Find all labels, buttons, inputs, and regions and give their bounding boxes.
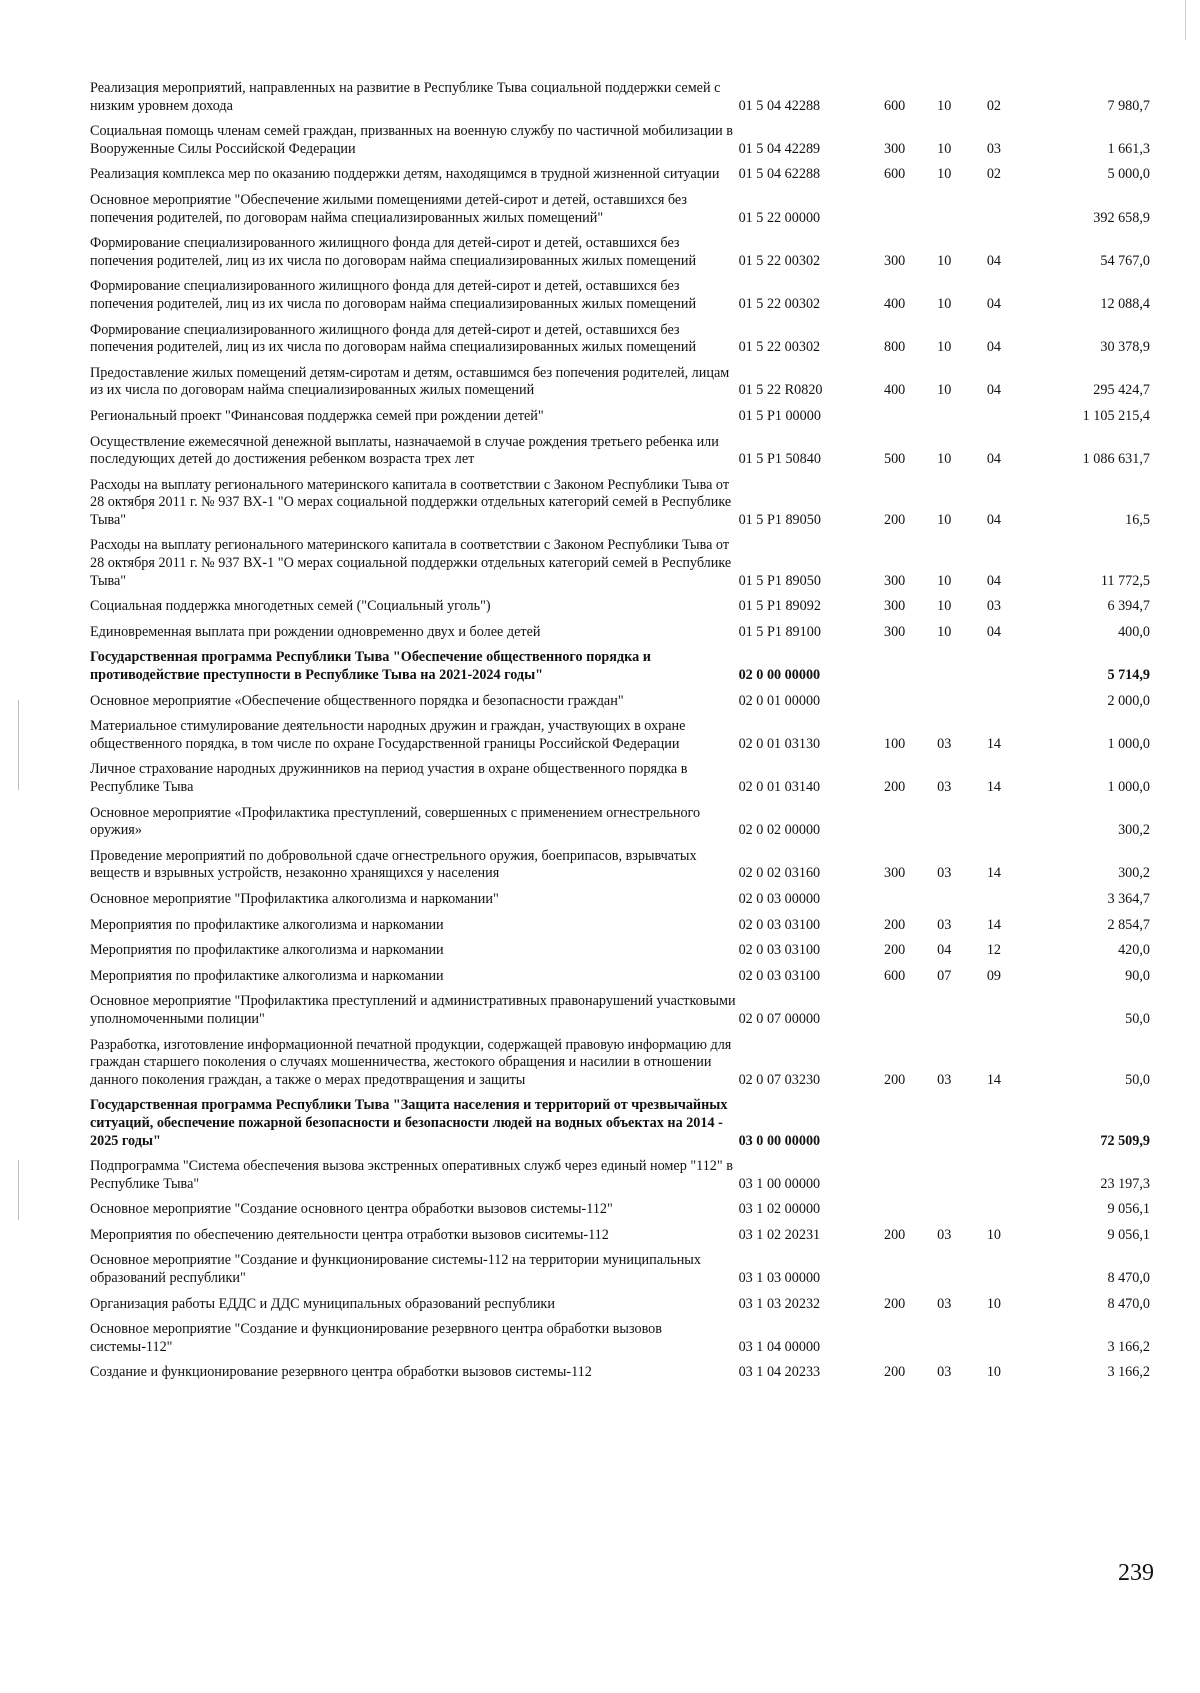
- row-description: Разработка, изготовление информационной печатной продукции, содержащей правовую информацию для граждан старшего поколения о случаях мошенничества, жестокого обращения и насилии в отношении данного поколения граждан, а также о мерах предотвращения и защиты: [90, 1036, 732, 1088]
- row-description: Социальная помощь членам семей граждан, призванных на военную службу по частичной мобилизации в Вооруженные Силы Российской Федерации: [90, 123, 733, 157]
- row-expense-type: [868, 1317, 921, 1360]
- table-row: [90, 1154, 1150, 1197]
- row-target-code: 02 0 02 03160: [738, 865, 821, 882]
- row-section: [921, 801, 968, 844]
- row-description: Формирование специализированного жилищного фонда для детей-сирот и детей, оставшихся без попечения родителей, лиц из их числа по договорам найма специализированных жилых помещений: [90, 235, 697, 269]
- row-amount: 3 166,2: [1107, 1338, 1150, 1355]
- row-target-code: 02 0 03 03100: [738, 967, 821, 984]
- row-subsection: 04: [986, 339, 1001, 356]
- table-row: [90, 594, 1150, 620]
- row-description: Основное мероприятие "Создание и функционирование системы-112 на территории муниципальных образований республики": [90, 1252, 701, 1287]
- row-expense-type: 200: [883, 1364, 906, 1381]
- row-target-code: 01 5 22 00302: [738, 295, 821, 312]
- row-target-code: 01 5 22 00302: [738, 252, 821, 269]
- row-target-code: 01 5 22 00000: [738, 209, 821, 226]
- row-amount: 2 854,7: [1107, 916, 1150, 933]
- row-expense-type: 400: [883, 382, 906, 399]
- row-subsection: [968, 404, 1021, 430]
- row-section: 03: [937, 1226, 952, 1243]
- row-subsection: 12: [986, 942, 1001, 959]
- row-section: [921, 188, 968, 231]
- table-row: [90, 801, 1150, 844]
- row-amount: 5 714,9: [1107, 667, 1150, 684]
- row-description: Государственная программа Республики Тыва "Защита населения и территорий от чрезвычайных ситуаций, обеспечение пожарной безопасности и безопасности людей на водных объектах на 2014 - 2025 годы": [90, 1097, 728, 1149]
- row-amount: 90,0: [1125, 967, 1150, 984]
- table-row: [90, 473, 1150, 534]
- row-target-code: 01 5 04 62288: [738, 166, 821, 183]
- row-target-code: 02 0 03 03100: [738, 916, 821, 933]
- row-description: Осуществление ежемесячной денежной выплаты, назначаемой в случае рождения третьего ребенка или последующих детей до достижения ребенком возраста трех лет: [90, 433, 719, 468]
- row-section: 10: [937, 140, 952, 157]
- row-section: 07: [937, 967, 952, 984]
- row-expense-type: [868, 1154, 921, 1197]
- row-expense-type: [868, 404, 921, 430]
- row-section: [921, 1317, 968, 1360]
- table-row: [90, 645, 1150, 688]
- row-description: Мероприятия по профилактике алкоголизма и наркомании: [90, 942, 444, 959]
- row-section: [921, 645, 968, 688]
- row-description: Основное мероприятие "Обеспечение жилыми помещениями детей-сирот и детей, оставшихся без попечения родителей, по договорам найма специализированных жилых помещений": [90, 191, 688, 226]
- row-target-code: 03 0 00 00000: [738, 1132, 821, 1149]
- row-expense-type: 300: [883, 252, 906, 269]
- row-section: [921, 689, 968, 715]
- row-amount: 6 394,7: [1107, 598, 1150, 615]
- row-expense-type: 200: [883, 1295, 906, 1312]
- row-expense-type: [868, 1197, 921, 1223]
- row-subsection: [968, 1093, 1021, 1154]
- row-target-code: 02 0 03 03100: [738, 942, 821, 959]
- row-target-code: 03 1 02 20231: [738, 1226, 821, 1243]
- row-target-code: 03 1 04 20233: [738, 1364, 821, 1381]
- row-amount: 1 105 215,4: [1082, 407, 1150, 424]
- row-amount: 30 378,9: [1100, 339, 1150, 356]
- row-amount: 1 000,0: [1107, 735, 1150, 752]
- row-target-code: 01 5 04 42289: [738, 140, 821, 157]
- table-row: [90, 913, 1150, 939]
- table-row: [90, 1248, 1150, 1291]
- row-expense-type: [868, 1248, 921, 1291]
- row-amount: 300,2: [1118, 865, 1150, 882]
- row-description: Проведение мероприятий по добровольной сдаче огнестрельного оружия, боеприпасов, взрывчатых веществ и взрывных устройств, незаконно хранящихся у населения: [90, 847, 697, 882]
- row-section: 10: [937, 252, 952, 269]
- row-amount: 50,0: [1125, 1071, 1150, 1088]
- row-description: Государственная программа Республики Тыва "Обеспечение общественного порядка и противодействие преступности в Республике Тыва на 2021-2024 годы": [90, 649, 651, 684]
- row-description: Материальное стимулирование деятельности народных дружин и граждан, участвующих в охране общественного порядка, в том числе по охране Государственной границы Российской Федерации: [90, 718, 686, 752]
- row-expense-type: [868, 645, 921, 688]
- table-row: [90, 620, 1150, 646]
- row-amount: 72 509,9: [1100, 1132, 1150, 1149]
- row-subsection: [968, 1248, 1021, 1291]
- row-subsection: 10: [986, 1295, 1001, 1312]
- row-amount: 50,0: [1125, 1010, 1150, 1027]
- row-expense-type: [868, 689, 921, 715]
- row-subsection: 02: [986, 97, 1001, 114]
- row-target-code: 02 0 01 03130: [738, 735, 821, 752]
- row-subsection: 14: [986, 916, 1001, 933]
- row-section: [921, 989, 968, 1032]
- row-amount: 5 000,0: [1107, 166, 1150, 183]
- row-section: 10: [937, 511, 952, 528]
- budget-table-body: [90, 76, 1150, 1386]
- row-target-code: 02 0 00 00000: [738, 667, 821, 684]
- row-expense-type: [868, 188, 921, 231]
- row-description: Формирование специализированного жилищного фонда для детей-сирот и детей, оставшихся без попечения родителей, лиц из их числа по договорам найма специализированных жилых помещений: [90, 278, 697, 312]
- row-description: Основное мероприятие «Профилактика преступлений, совершенных с применением огнестрельного оружия»: [90, 804, 701, 839]
- row-description: Региональный проект "Финансовая поддержка семей при рождении детей": [90, 407, 544, 424]
- row-subsection: [968, 1197, 1021, 1223]
- row-description: Личное страхование народных дружинников на период участия в охране общественного порядка в Республике Тыва: [90, 761, 688, 795]
- row-section: 03: [937, 779, 952, 795]
- row-section: 10: [937, 166, 952, 183]
- row-subsection: 03: [986, 598, 1001, 615]
- table-row: [90, 1292, 1150, 1318]
- row-section: 03: [937, 735, 952, 752]
- row-description: Реализация комплекса мер по оказанию поддержки детям, находящимся в трудной жизненной ситуации: [90, 166, 720, 183]
- row-amount: 7 980,7: [1107, 97, 1150, 114]
- row-expense-type: 200: [883, 916, 906, 933]
- row-subsection: 10: [986, 1226, 1001, 1243]
- table-row: [90, 430, 1150, 473]
- row-subsection: [968, 1317, 1021, 1360]
- row-amount: 8 470,0: [1107, 1295, 1150, 1312]
- row-amount: 2 000,0: [1107, 692, 1150, 709]
- row-description: Основное мероприятие "Создание и функционирование резервного центра обработки вызовов системы-112": [90, 1321, 662, 1355]
- row-amount: 9 056,1: [1107, 1226, 1150, 1243]
- row-subsection: [968, 801, 1021, 844]
- row-amount: 295 424,7: [1093, 382, 1150, 399]
- row-amount: 392 658,9: [1093, 209, 1150, 226]
- row-section: 10: [937, 382, 952, 399]
- row-expense-type: 300: [883, 865, 906, 882]
- row-subsection: 10: [986, 1364, 1001, 1381]
- row-description: Мероприятия по обеспечению деятельности центра отработки вызовов сиситемы-112: [90, 1226, 609, 1243]
- row-expense-type: 200: [883, 1071, 906, 1088]
- row-amount: 3 364,7: [1107, 890, 1150, 907]
- row-section: 04: [937, 942, 952, 959]
- row-expense-type: 200: [883, 511, 906, 528]
- row-subsection: 04: [986, 623, 1001, 640]
- table-row: [90, 404, 1150, 430]
- row-section: 03: [937, 1295, 952, 1312]
- row-target-code: 01 5 P1 00000: [738, 407, 821, 424]
- row-section: 03: [937, 1364, 952, 1381]
- row-description: Расходы на выплату регионального материнского капитала в соответствии с Законом Республики Тыва от 28 октября 2011 г. № 937 ВХ-1 "О мерах социальной поддержки отдельных категорий семей в Республике Тыва": [90, 476, 732, 528]
- row-subsection: 09: [986, 967, 1001, 984]
- row-section: 10: [937, 598, 952, 615]
- row-description: Мероприятия по профилактике алкоголизма и наркомании: [90, 967, 444, 984]
- row-amount: 400,0: [1118, 623, 1150, 640]
- row-target-code: 03 1 03 20232: [738, 1295, 821, 1312]
- row-amount: 23 197,3: [1100, 1175, 1150, 1192]
- document-page: [90, 76, 1150, 1386]
- row-amount: 11 772,5: [1100, 572, 1150, 589]
- row-subsection: [968, 1154, 1021, 1197]
- row-expense-type: 800: [883, 339, 906, 356]
- table-row: [90, 964, 1150, 990]
- row-description: Создание и функционирование резервного центра обработки вызовов системы-112: [90, 1364, 592, 1381]
- row-subsection: 04: [986, 382, 1001, 399]
- row-description: Основное мероприятие «Обеспечение общественного порядка и безопасности граждан": [90, 692, 624, 709]
- row-amount: 420,0: [1118, 942, 1150, 959]
- row-expense-type: 200: [883, 779, 906, 795]
- row-description: Формирование специализированного жилищного фонда для детей-сирот и детей, оставшихся без попечения родителей, лиц из их числа по договорам найма специализированных жилых помещений: [90, 321, 697, 356]
- row-expense-type: 600: [883, 97, 906, 114]
- table-row: [90, 1093, 1150, 1154]
- table-row: [90, 119, 1150, 162]
- row-target-code: 02 0 07 00000: [738, 1010, 821, 1027]
- row-subsection: 03: [986, 140, 1001, 157]
- table-row: [90, 533, 1150, 594]
- row-subsection: 04: [986, 295, 1001, 312]
- row-amount: 3 166,2: [1107, 1364, 1150, 1381]
- page-number: 239: [1118, 1560, 1154, 1586]
- row-subsection: 04: [986, 572, 1001, 589]
- row-expense-type: 300: [883, 598, 906, 615]
- row-expense-type: 600: [883, 967, 906, 984]
- row-section: 03: [937, 1071, 952, 1088]
- table-row: [90, 689, 1150, 715]
- row-description: Основное мероприятие "Создание основного центра обработки вызовов системы-112": [90, 1201, 613, 1218]
- row-subsection: 04: [986, 252, 1001, 269]
- row-amount: 1 000,0: [1107, 779, 1150, 795]
- row-description: Расходы на выплату регионального материнского капитала в соответствии с Законом Республики Тыва от 28 октября 2011 г. № 937 ВХ-1 "О мерах социальной поддержки отдельных категорий семей в Республике Тыва": [90, 537, 732, 589]
- row-description: Основное мероприятие "Профилактика преступлений и административных правонарушений участковыми уполномоченными полиции": [90, 993, 736, 1027]
- row-subsection: [968, 989, 1021, 1032]
- row-target-code: 02 0 01 03140: [738, 779, 821, 795]
- row-section: 10: [937, 623, 952, 640]
- row-expense-type: 300: [883, 572, 906, 589]
- row-subsection: 14: [986, 1071, 1001, 1088]
- table-row: [90, 757, 1150, 800]
- row-description: Реализация мероприятий, направленных на развитие в Республике Тыва социальной поддержки семей с низким уровнем дохода: [90, 80, 721, 114]
- row-expense-type: 600: [883, 166, 906, 183]
- table-row: [90, 1197, 1150, 1223]
- row-section: 10: [937, 572, 952, 589]
- row-section: 10: [937, 451, 952, 468]
- row-target-code: 02 0 02 00000: [738, 822, 821, 839]
- row-amount: 16,5: [1125, 511, 1150, 528]
- row-subsection: 04: [986, 511, 1001, 528]
- row-target-code: 01 5 22 R0820: [738, 382, 823, 399]
- row-amount: 1 661,3: [1107, 140, 1150, 157]
- row-target-code: 03 1 03 00000: [738, 1270, 821, 1287]
- row-section: 10: [937, 339, 952, 356]
- row-description: Основное мероприятие "Профилактика алкоголизма и наркомании": [90, 890, 499, 907]
- row-target-code: 01 5 22 00302: [738, 339, 821, 356]
- table-row: [90, 231, 1150, 274]
- table-row: [90, 1223, 1150, 1249]
- row-target-code: 01 5 P1 89050: [738, 511, 821, 528]
- row-description: Социальная поддержка многодетных семей ("Социальный уголь"): [90, 598, 491, 615]
- row-section: [921, 404, 968, 430]
- row-target-code: 01 5 P1 89050: [738, 572, 821, 589]
- row-description: Подпрограмма "Система обеспечения вызова экстренных оперативных служб через единый номер "112" в Республике Тыва": [90, 1158, 733, 1192]
- table-row: [90, 1360, 1150, 1386]
- table-row: [90, 274, 1150, 317]
- row-expense-type: [868, 989, 921, 1032]
- budget-table: [90, 76, 1150, 1386]
- row-expense-type: 100: [883, 735, 906, 752]
- row-description: Предоставление жилых помещений детям-сиротам и детям, оставшимся без попечения родителей, лицам из их числа по договорам найма специализированных жилых помещений: [90, 364, 730, 399]
- row-amount: 300,2: [1118, 822, 1150, 839]
- row-subsection: [968, 645, 1021, 688]
- row-target-code: 01 5 P1 50840: [738, 451, 821, 468]
- row-description: Мероприятия по профилактике алкоголизма и наркомании: [90, 916, 444, 933]
- row-target-code: 03 1 02 00000: [738, 1201, 821, 1218]
- table-row: [90, 188, 1150, 231]
- row-amount: 1 086 631,7: [1082, 451, 1150, 468]
- row-target-code: 02 0 07 03230: [738, 1071, 821, 1088]
- row-subsection: [968, 188, 1021, 231]
- row-target-code: 02 0 01 00000: [738, 692, 821, 709]
- row-section: [921, 887, 968, 913]
- row-target-code: 01 5 P1 89100: [738, 623, 821, 640]
- row-subsection: 04: [986, 451, 1001, 468]
- row-expense-type: 200: [883, 942, 906, 959]
- row-section: 03: [937, 865, 952, 882]
- row-section: [921, 1248, 968, 1291]
- table-row: [90, 361, 1150, 404]
- table-row: [90, 887, 1150, 913]
- row-section: [921, 1154, 968, 1197]
- row-expense-type: [868, 1093, 921, 1154]
- table-row: [90, 318, 1150, 361]
- row-expense-type: 500: [883, 451, 906, 468]
- row-target-code: 01 5 P1 89092: [738, 598, 821, 615]
- row-section: 10: [937, 295, 952, 312]
- row-description: Организация работы ЕДДС и ДДС муниципальных образований республики: [90, 1295, 555, 1312]
- table-row: [90, 162, 1150, 188]
- row-amount: 12 088,4: [1100, 295, 1150, 312]
- scan-edge-mark: [1185, 0, 1200, 40]
- row-subsection: 14: [986, 865, 1001, 882]
- row-subsection: 14: [986, 779, 1001, 795]
- row-subsection: [968, 887, 1021, 913]
- table-row: [90, 714, 1150, 757]
- row-target-code: 02 0 03 00000: [738, 890, 821, 907]
- row-target-code: 01 5 04 42288: [738, 97, 821, 114]
- row-subsection: 14: [986, 735, 1001, 752]
- table-row: [90, 989, 1150, 1032]
- row-section: 03: [937, 916, 952, 933]
- row-amount: 54 767,0: [1100, 252, 1150, 269]
- row-expense-type: [868, 801, 921, 844]
- table-row: [90, 76, 1150, 119]
- row-expense-type: [868, 887, 921, 913]
- row-expense-type: 200: [883, 1226, 906, 1243]
- row-subsection: [968, 689, 1021, 715]
- row-section: 10: [937, 97, 952, 114]
- row-expense-type: 300: [883, 140, 906, 157]
- table-row: [90, 1033, 1150, 1094]
- row-section: [921, 1093, 968, 1154]
- row-target-code: 03 1 04 00000: [738, 1338, 821, 1355]
- row-subsection: 02: [986, 166, 1001, 183]
- table-row: [90, 844, 1150, 887]
- table-row: [90, 938, 1150, 964]
- scan-margin-mark: [18, 1160, 19, 1220]
- scan-margin-mark: [18, 700, 19, 790]
- row-amount: 9 056,1: [1107, 1201, 1150, 1218]
- table-row: [90, 1317, 1150, 1360]
- row-amount: 8 470,0: [1107, 1270, 1150, 1287]
- row-expense-type: 300: [883, 623, 906, 640]
- row-description: Единовременная выплата при рождении одновременно двух и более детей: [90, 623, 541, 640]
- row-section: [921, 1197, 968, 1223]
- row-expense-type: 400: [883, 295, 906, 312]
- row-target-code: 03 1 00 00000: [738, 1175, 821, 1192]
